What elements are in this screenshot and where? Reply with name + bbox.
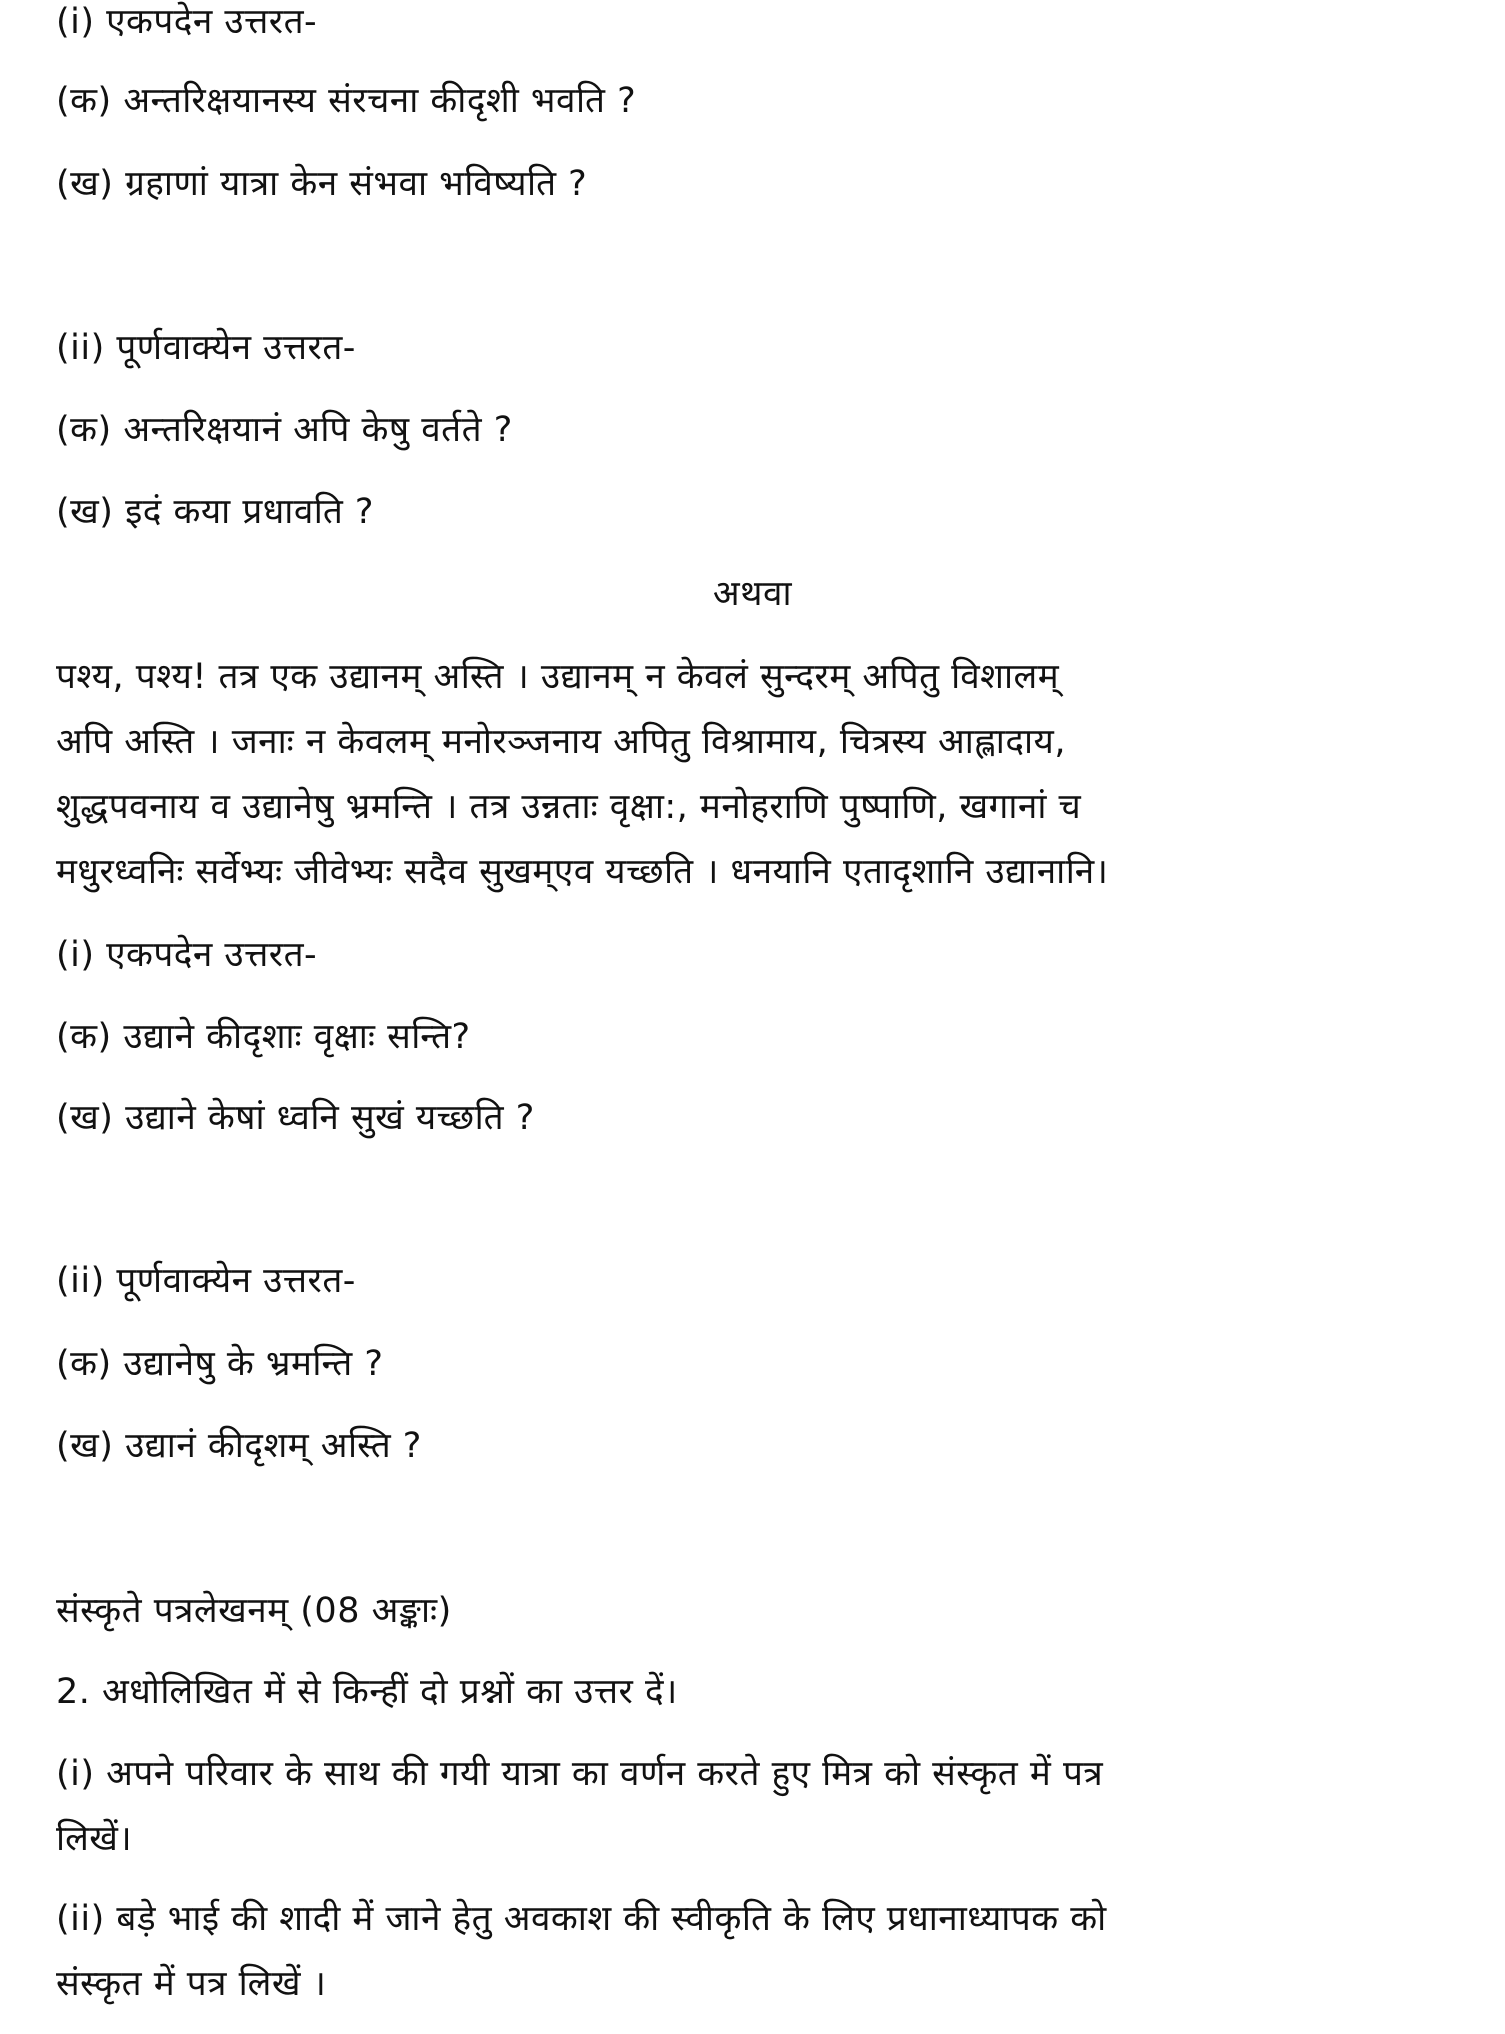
passage-line: अपि अस्ति । जनाः न केवलम् मनोरञ्जनाय अपितु विश्रामाय, चित्रस्य आह्लादाय, [56,722,1066,762]
letter-option-line: (i) अपने परिवार के साथ की गयी यात्रा का वर्णन करते हुए मित्र को संस्कृत में पत्र [56,1754,1104,1794]
question-item: (ख) उद्यानं कीदृशम् अस्ति ? [56,1426,422,1466]
passage-line: शुद्धपवनाय व उद्यानेषु भ्रमन्ति । तत्र उन्नताः वृक्षा:, मनोहराणि पुष्पाणि, खगानां च [56,787,1082,827]
passage-line: मधुरध्वनिः सर्वेभ्यः जीवेभ्यः सदैव सुखम्एव यच्छति । धनयानि एतादृशानि उद्यानानि। [56,852,1109,892]
question-item: (क) उद्यानेषु के भ्रमन्ति ? [56,1344,384,1384]
letter-option-line: लिखें। [56,1819,133,1859]
question-item: (क) उद्याने कीदृशाः वृक्षाः सन्ति? [56,1017,471,1057]
letter-question: 2. अधोलिखित में से किन्हीं दो प्रश्नों का उत्तर दें। [56,1672,678,1712]
letter-writing-title: संस्कृते पत्रलेखनम् (08 अङ्काः) [56,1591,452,1631]
passage-line: पश्य, पश्य! तत्र एक उद्यानम् अस्ति । उद्यानम् न केवलं सुन्दरम् अपितु विशालम् [56,657,1060,697]
full-sentence-answer-heading: (ii) पूर्णवाक्येन उत्तरत- [56,1261,356,1301]
letter-option-line: (ii) बड़े भाई की शादी में जाने हेतु अवकाश की स्वीकृति के लिए प्रधानाध्यापक को [56,1899,1107,1939]
one-word-answer-heading: (i) एकपदेन उत्तरत- [56,2,318,42]
question-item: (क) अन्तरिक्षयानं अपि केषु वर्तते ? [56,410,513,450]
one-word-answer-heading: (i) एकपदेन उत्तरत- [56,935,318,975]
question-item: (ख) इदं कया प्रधावति ? [56,492,375,532]
letter-option-line: संस्कृत में पत्र लिखें । [56,1964,327,2004]
question-item: (क) अन्तरिक्षयानस्य संरचना कीदृशी भवति ? [56,81,637,121]
or-separator: अथवा [712,574,793,614]
question-item: (ख) ग्रहाणां यात्रा केन संभवा भविष्यति ? [56,164,588,204]
question-item: (ख) उद्याने केषां ध्वनि सुखं यच्छति ? [56,1098,535,1138]
full-sentence-answer-heading: (ii) पूर्णवाक्येन उत्तरत- [56,328,356,368]
